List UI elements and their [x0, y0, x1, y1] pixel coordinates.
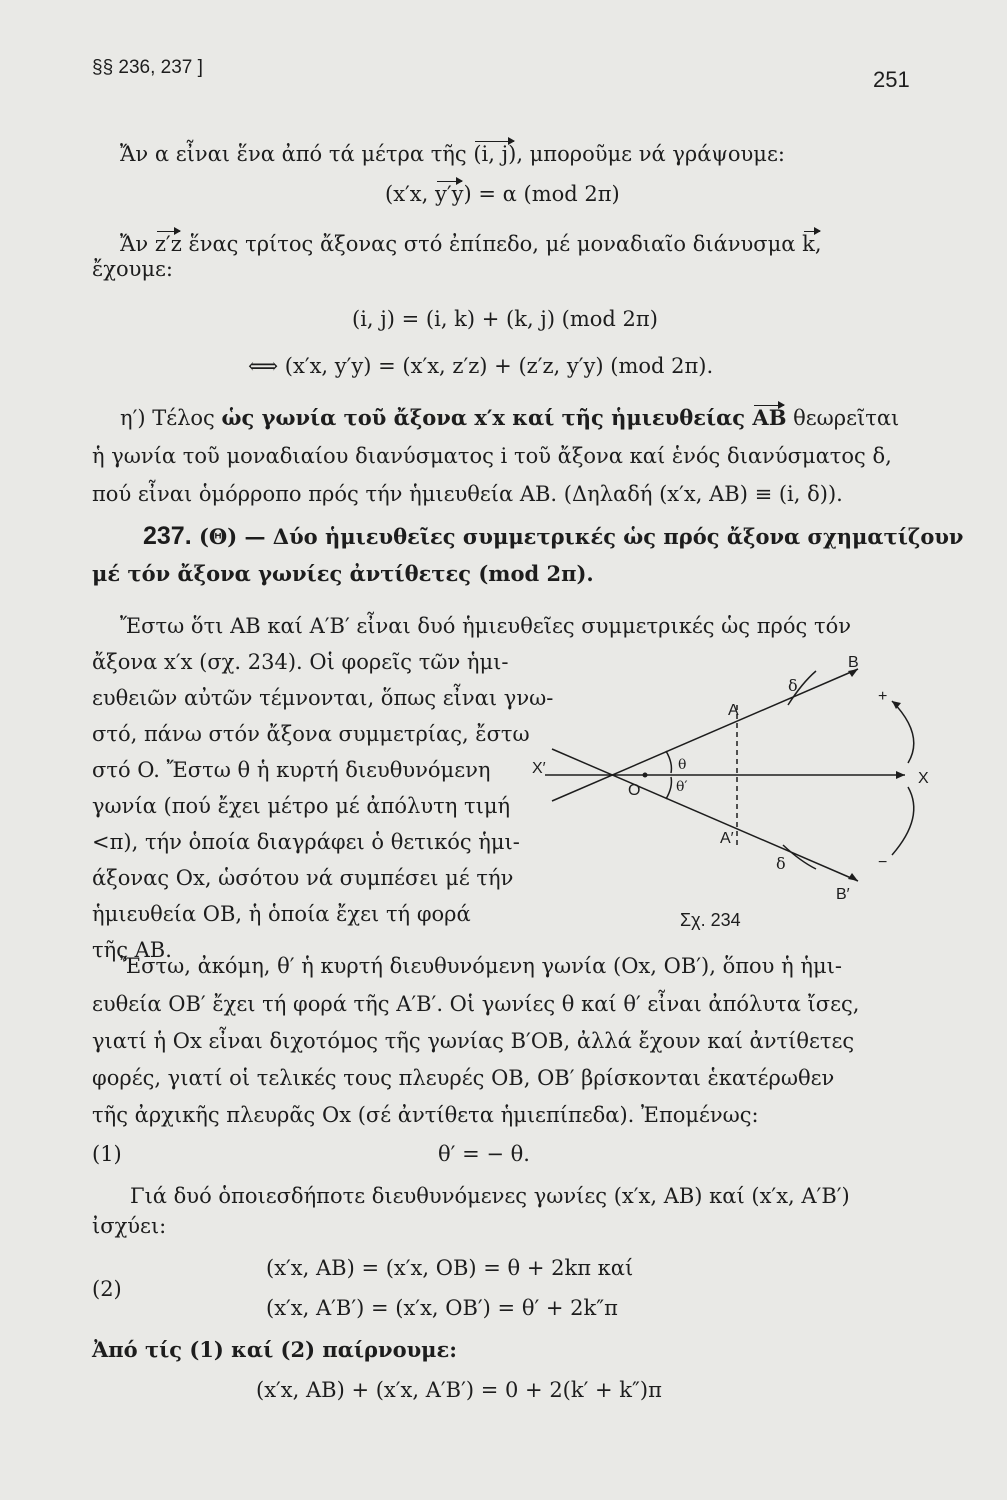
eqn-3: (x′x, AB) + (x′x, A′B′) = 0 + 2(k′ + k″)π	[256, 1378, 662, 1402]
intro-line-2: Ἄν z′z ἕνας τρίτος ἄξονας στό ἐπίπεδο, μέ μοναδιαῖο διάνυσμα k,	[120, 232, 822, 256]
eta-line-1: η′) Τέλος ὡς γωνία τοῦ ἄξονα x′x καί τῆς ἡμιευθείας AB θεωρεῖται	[120, 405, 900, 430]
intro-line-3: ἔχουμε:	[92, 257, 174, 281]
figure-caption: Σχ. 234	[680, 910, 741, 930]
body-line-5: στό O. Ἔστω θ ἡ κυρτή διευθυνόμενη	[92, 758, 491, 782]
eqn-2b: (x′x, A′B′) = (x′x, OB′) = θ′ + 2k″π	[266, 1296, 618, 1320]
body-line-13: γιατί ἡ Ox εἶναι διχοτόμος τῆς γωνίας B′OB, ἀλλά ἔχουν καί ἀντίθετες	[92, 1029, 855, 1053]
body-line-15: τῆς ἀρχικῆς πλευρᾶς Ox (σέ ἀντίθετα ἡμιεπίπεδα). Ἐπομένως:	[92, 1103, 759, 1127]
label-o: O	[628, 782, 641, 799]
line-aprime-bprime	[552, 749, 858, 881]
label-theta: θ	[678, 757, 687, 773]
eta-line-3: πού εἶναι ὁμόρροπο πρός τήν ἡμιευθεία AB. (Δηλαδή (x′x, AB) ≡ (i, δ)).	[92, 482, 843, 506]
label-a: A	[728, 702, 739, 719]
arrow-positive	[892, 701, 901, 709]
label-minus: −	[878, 854, 888, 871]
label-delta-bottom: δ	[776, 854, 786, 873]
section-header: §§ 236, 237 ]	[92, 57, 203, 78]
section-237-title-2: μέ τόν ἄξονα γωνίες ἀντίθετες (mod 2π).	[92, 561, 594, 586]
eqn-1: θ′ = − θ.	[438, 1142, 530, 1166]
body-line-3: ευθειῶν αὐτῶν τέμνονται, ὅπως εἶναι γνω-	[92, 686, 554, 710]
equation-3: ⟺ (x′x, y′y) = (x′x, z′z) + (z′z, y′y) (mod 2π).	[248, 354, 714, 378]
arrow-bprime	[848, 873, 858, 881]
eqn-1-label: (1)	[92, 1142, 122, 1166]
body-line-4: στό, πάνω στόν ἄξονα συμμετρίας, ἔστω	[92, 722, 530, 746]
theta-prime-arc	[666, 777, 671, 799]
intro-line-1: Ἄν α εἶναι ἕνα ἀπό τά μέτρα τῆς (i, j), μποροῦμε νά γράψουμε:	[120, 142, 785, 166]
label-theta-prime: θ′	[676, 779, 688, 795]
line-ab	[552, 669, 858, 801]
body-line-14: φορές, γιατί οἱ τελικές τους πλευρές OB, OB′ βρίσκονται ἑκατέρωθεν	[92, 1066, 835, 1090]
eqn-2a: (x′x, AB) = (x′x, OB) = θ + 2kπ καί	[266, 1256, 634, 1280]
negative-arc	[892, 787, 914, 855]
theta-arc	[666, 751, 671, 773]
body-line-11: Ἔστω, ἀκόμη, θ′ ἡ κυρτή διευθυνόμενη γωνία (Ox, OB′), ὅπου ἡ ἡμι-	[120, 954, 842, 978]
arrow-axis	[896, 771, 905, 779]
point-o	[643, 773, 648, 778]
delta-bottom-vector	[783, 845, 816, 869]
positive-arc	[892, 701, 914, 763]
body-line-10: τῆς AB.	[92, 938, 172, 962]
equation-1: (x′x, y′y) = α (mod 2π)	[385, 182, 620, 206]
body-line-6: γωνία (πού ἔχει μέτρο μέ ἀπόλυτη τιμή	[92, 794, 511, 818]
body-line-1: Ἔστω ὅτι AB καί A′B′ εἶναι δυό ἡμιευθεῖες συμμετρικές ὡς πρός τόν	[120, 614, 852, 638]
body-line-17: ἰσχύει:	[92, 1214, 167, 1238]
label-aprime: A′	[720, 830, 734, 847]
label-x: X	[918, 770, 929, 787]
body-line-7: <π), τήν ὁποία διαγράφει ὁ θετικός ἡμι-	[92, 830, 520, 854]
body-line-8: άξονας Ox, ὡσότου νά συμπέσει μέ τήν	[92, 866, 514, 890]
page-number: 251	[873, 67, 910, 92]
body-line-9: ἡμιευθεία OB, ἡ ὁποία ἔχει τή φορά	[92, 902, 471, 926]
eta-line-2: ἡ γωνία τοῦ μοναδιαίου διανύσματος i τοῦ ἄξονα καί ἑνός διανύσματος δ,	[92, 444, 892, 468]
label-delta-top: δ	[788, 676, 798, 695]
label-xprime: X′	[532, 760, 546, 777]
body-line-16: Γιά δυό ὁποιεσδήποτε διευθυνόμενες γωνίες (x′x, AB) καί (x′x, A′B′)	[130, 1184, 850, 1208]
body-line-12: ευθεία OB′ ἔχει τή φορά τῆς A′B′. Οἱ γωνίες θ καί θ′ εἶναι ἀπόλυτα ἴσες,	[92, 992, 860, 1016]
eqn-2-label: (2)	[92, 1277, 122, 1301]
figure-234	[530, 645, 930, 915]
label-b: B	[848, 654, 859, 671]
equation-2: (i, j) = (i, k) + (k, j) (mod 2π)	[352, 307, 658, 331]
section-237-title-1: 237. (Θ) — Δύο ἡμιευθεῖες συμμετρικές ὡς πρός ἄξονα σχηματίζουν	[143, 522, 964, 550]
body-line-2: ἄξονα x′x (σχ. 234). Οἱ φορεῖς τῶν ἡμι-	[92, 650, 509, 674]
body-line-18: Ἀπό τίς (1) καί (2) παίρνουμε:	[92, 1337, 458, 1362]
label-bprime: B′	[836, 886, 850, 903]
label-plus: +	[878, 688, 888, 705]
